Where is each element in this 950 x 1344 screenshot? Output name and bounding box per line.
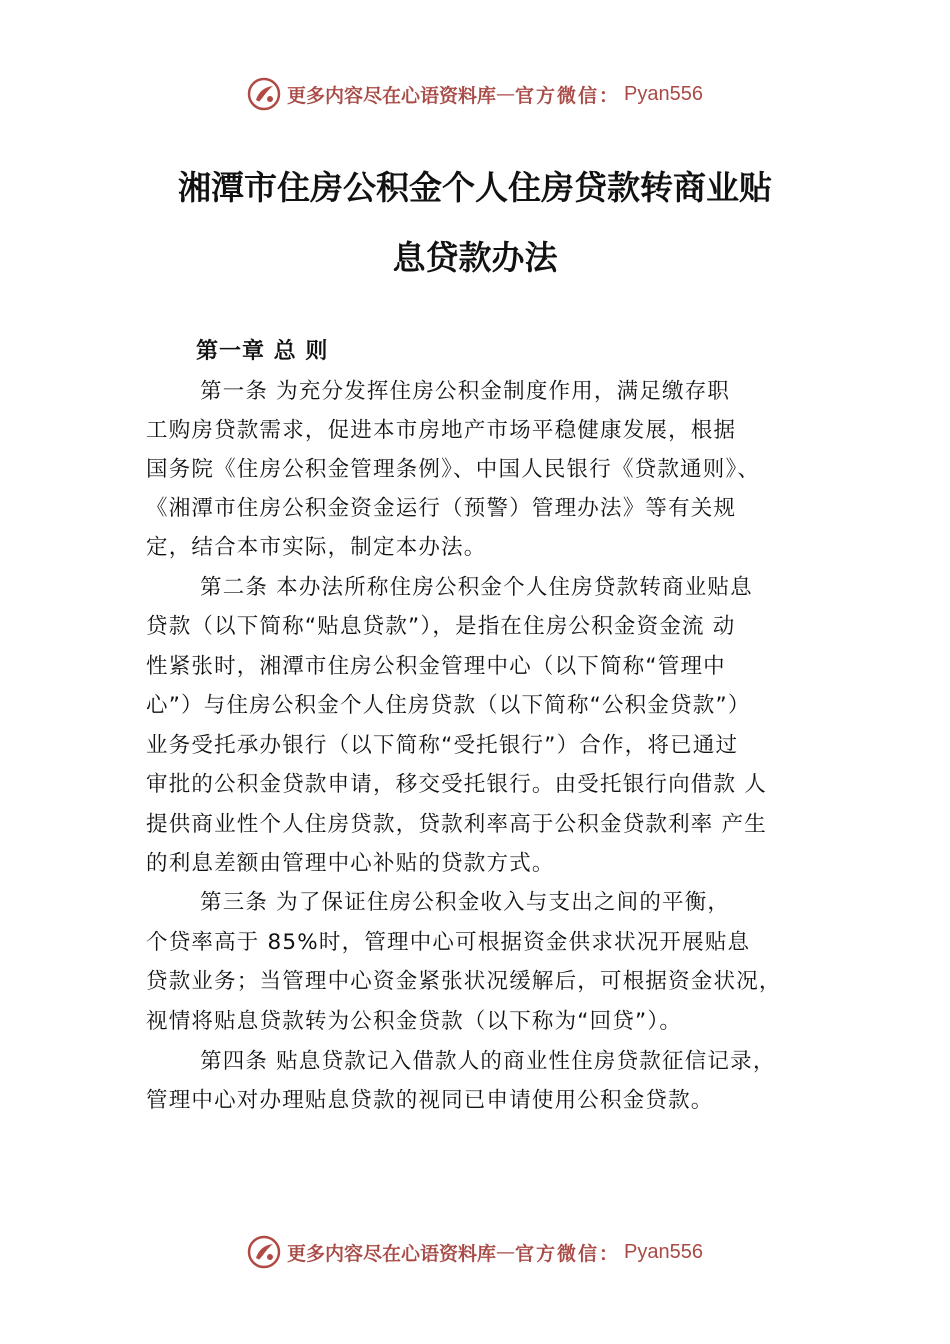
body-line: 个贷率高于 85%时，管理中心可根据资金供求状况开展贴息 bbox=[146, 930, 751, 955]
body-line: 业务受托承办银行（以下简称“受托银行”）合作，将已通过 bbox=[146, 733, 739, 758]
document-title-line-2: 息贷款办法 bbox=[392, 238, 558, 277]
watermark-logo-icon bbox=[247, 1235, 281, 1269]
footer-watermark bbox=[0, 1232, 950, 1272]
body-line: 国务院《住房公积金管理条例》、中国人民银行《贷款通则》、 bbox=[146, 457, 761, 482]
header-watermark bbox=[0, 74, 950, 114]
watermark-text: 更多内容尽在心语资料库 bbox=[287, 1242, 497, 1265]
body-line: 工购房贷款需求，促进本市房地产市场平稳健康发展，根据 bbox=[146, 418, 737, 443]
watermark-separator: — bbox=[496, 83, 516, 105]
watermark-logo-icon bbox=[247, 77, 281, 111]
body-line: 第三条 为了保证住房公积金收入与支出之间的平衡， bbox=[200, 890, 731, 915]
body-line: 审批的公积金贷款申请，移交受托银行。由受托银行向借款 人 bbox=[146, 772, 767, 797]
body-line: 性紧张时，湘潭市住房公积金管理中心（以下简称“管理中 bbox=[146, 654, 726, 679]
body-line: 的利息差额由管理中心补贴的贷款方式。 bbox=[146, 851, 555, 876]
watermark-wechat-id: Pyan556 bbox=[624, 82, 703, 105]
watermark-official: 官方微信： bbox=[515, 84, 621, 107]
body-line: 管理中心对办理贴息贷款的视同已申请使用公积金贷款。 bbox=[146, 1088, 714, 1113]
watermark-official: 官方微信： bbox=[515, 1242, 621, 1265]
body-line: 提供商业性个人住房贷款，贷款利率高于公积金贷款利率 产生 bbox=[146, 812, 767, 837]
body-line: 视情将贴息贷款转为公积金贷款（以下称为“回贷”）。 bbox=[146, 1009, 683, 1034]
watermark-separator: — bbox=[496, 1241, 516, 1263]
body-line: 贷款业务；当管理中心资金紧张状况缓解后，可根据资金状况， bbox=[146, 969, 782, 994]
body-line: 《湘潭市住房公积金资金运行（预警）管理办法》等有关规 bbox=[146, 496, 737, 521]
body-line: 贷款（以下简称“贴息贷款”），是指在住房公积金资金流 动 bbox=[146, 614, 736, 639]
body-line: 心”）与住房公积金个人住房贷款（以下简称“公积金贷款”） bbox=[146, 693, 751, 718]
body-line: 第二条 本办法所称住房公积金个人住房贷款转商业贴息 bbox=[200, 575, 753, 600]
document-title-line-1: 湘潭市住房公积金个人住房贷款转商业贴 bbox=[178, 168, 772, 207]
watermark-wechat-id: Pyan556 bbox=[624, 1240, 703, 1263]
body-line: 定，结合本市实际，制定本办法。 bbox=[146, 535, 487, 560]
watermark-text: 更多内容尽在心语资料库 bbox=[287, 84, 497, 107]
chapter-heading: 第一章 总 则 bbox=[196, 339, 329, 364]
body-line: 第一条 为充分发挥住房公积金制度作用，满足缴存职 bbox=[200, 379, 731, 404]
body-line: 第四条 贴息贷款记入借款人的商业性住房贷款征信记录， bbox=[200, 1049, 776, 1074]
